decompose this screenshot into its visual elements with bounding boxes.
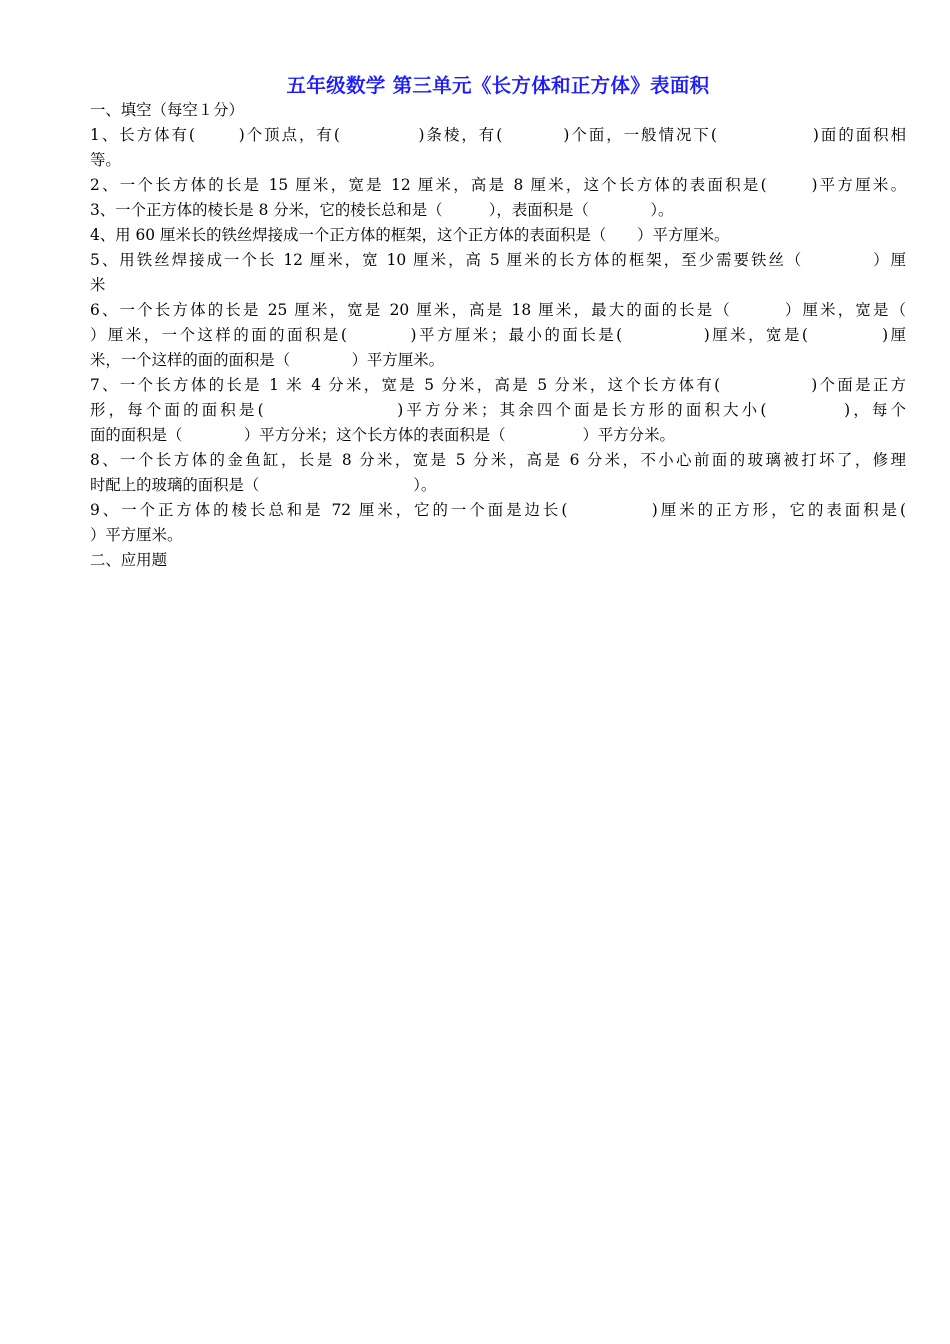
page-title: 五年级数学 第三单元《长方体和正方体》表面积 [286, 74, 710, 97]
question-9-line-1: 9、一个正方体的棱长总和是 72 厘米，它的一个面是边长( )厘米的正方形，它的表面积是( [90, 501, 906, 519]
question-5-line-1: 5、用铁丝焊接成一个长 12 厘米，宽 10 厘米，高 5 厘米的长方体的框架，至少需要铁丝（ ）厘 [90, 251, 906, 269]
question-7-line-2: 形，每个面的面积是( )平方分米；其余四个面是长方形的面积大小( )，每个 [90, 401, 906, 419]
question-7-line-3: 面的面积是（ ）平方分米；这个长方体的表面积是（ ）平方分米。 [90, 426, 675, 444]
question-8-line-1: 8、一个长方体的金鱼缸，长是 8 分米，宽是 5 分米，高是 6 分米，不小心前面的玻璃被打坏了，修理 [90, 451, 906, 469]
question-8-line-2: 时配上的玻璃的面积是（ ）。 [90, 476, 437, 494]
section-heading-application: 二、应用题 [90, 551, 167, 569]
question-6-line-1: 6、一个长方体的长是 25 厘米，宽是 20 厘米，高是 18 厘米，最大的面的长是（ ）厘米，宽是（ [90, 301, 906, 319]
question-9-line-2: ）平方厘米。 [90, 526, 183, 544]
question-5-line-2: 米 [90, 276, 106, 294]
question-4: 4、用 60 厘米长的铁丝焊接成一个正方体的框架，这个正方体的表面积是（ ）平方厘米。 [90, 226, 730, 244]
question-6-line-3: 米，一个这样的面的面积是（ ）平方厘米。 [90, 351, 444, 369]
question-6-line-2: ）厘米，一个这样的面的面积是( )平方厘米；最小的面长是( )厘米，宽是( )厘 [90, 326, 906, 344]
question-7-line-1: 7、一个长方体的长是 1 米 4 分米，宽是 5 分米，高是 5 分米，这个长方体有( )个面是正方 [90, 376, 906, 394]
question-1-line-1: 1、长方体有( )个顶点，有( )条棱，有( )个面，一般情况下( )面的面积相 [90, 126, 906, 144]
section-heading-fill-blank: 一、填空（每空１分） [90, 101, 244, 119]
question-3: 3、一个正方体的棱长是 8 分米，它的棱长总和是（ ），表面积是（ ）。 [90, 201, 674, 219]
question-2: 2、一个长方体的长是 15 厘米，宽是 12 厘米，高是 8 厘米，这个长方体的表面积是( )平方厘米。 [90, 176, 906, 194]
question-1-line-2: 等。 [90, 151, 121, 169]
worksheet-body [90, 98, 906, 573]
